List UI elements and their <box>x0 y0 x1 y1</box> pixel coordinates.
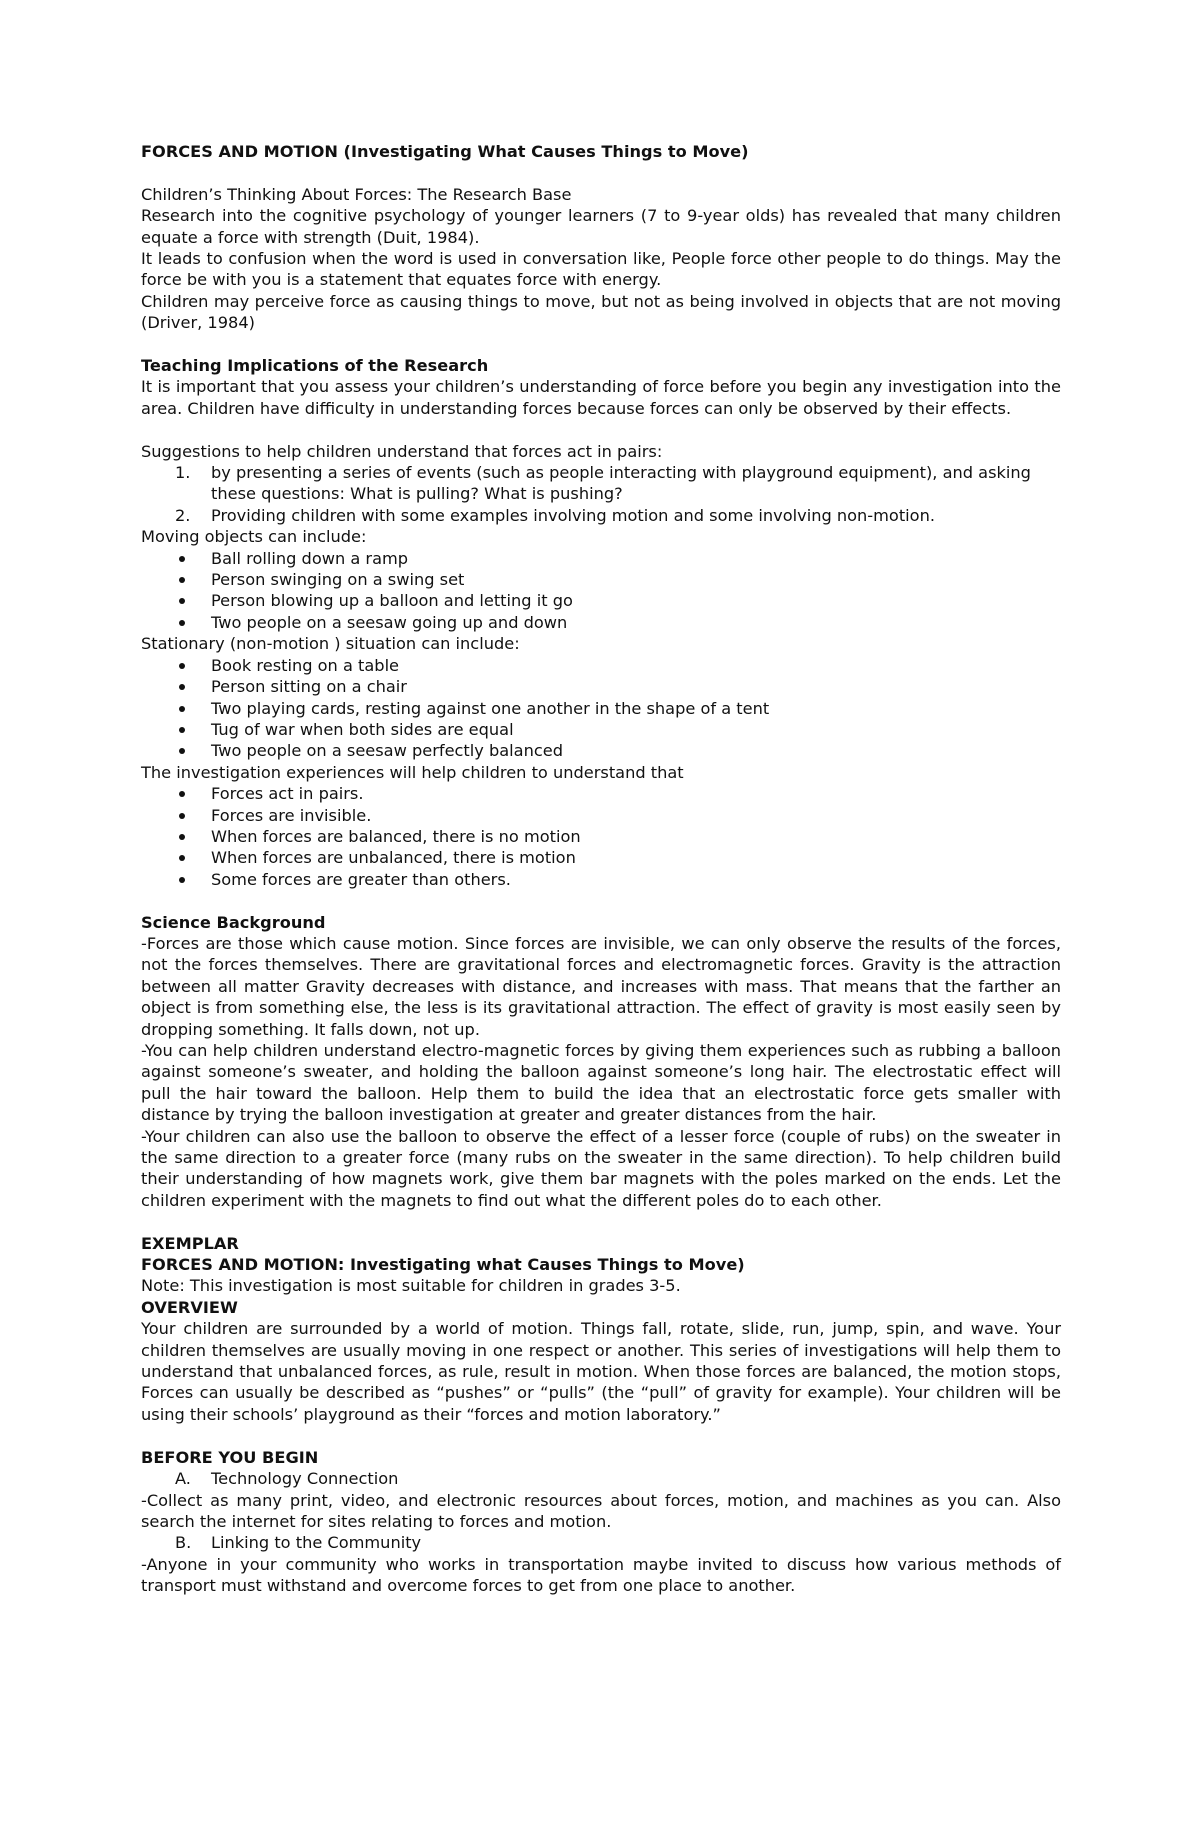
experiences-intro: The investigation experiences will help children to understand that <box>141 762 684 782</box>
science-heading: Science Background <box>141 912 326 932</box>
teaching-heading: Teaching Implications of the Research <box>141 356 489 376</box>
bullet-icon <box>179 783 185 797</box>
list-item: Ball rolling down a ramp <box>141 548 1061 569</box>
bullet-icon <box>179 590 185 604</box>
teaching-paragraph: It is important that you assess your children’s understanding of force before you begin any investigation into the area. Children have difficulty in understanding forces because forces can only be observed by their effects. <box>141 377 1061 418</box>
bullet-icon <box>179 569 185 583</box>
list-item: Two people on a seesaw going up and down <box>141 612 1061 633</box>
list-item: Some forces are greater than others. <box>141 869 1061 890</box>
list-item: Two people on a seesaw perfectly balanced <box>141 740 1061 761</box>
moving-intro: Moving objects can include: <box>141 527 367 547</box>
suggestions-list <box>141 462 1061 526</box>
bullet-icon <box>179 847 185 861</box>
exemplar-note: Note: This investigation is most suitable for children in grades 3-5. <box>141 1276 681 1296</box>
bullet-icon <box>179 655 185 669</box>
suggestions-intro: Suggestions to help children understand that forces act in pairs: <box>141 441 663 461</box>
exemplar-title: FORCES AND MOTION: Investigating what Causes Things to Move) <box>141 1255 745 1275</box>
bullet-icon <box>179 612 185 626</box>
list-item: 2. Providing children with some examples involving motion and some involving non-motion. <box>175 505 935 525</box>
before-list-b <box>141 1532 1061 1553</box>
science-paragraph-2: -You can help children understand electro-magnetic forces by giving them experiences such as rubbing a balloon against someone’s sweater, and holding the balloon against someone’s long hair. The electrostatic effect will pull the hair toward the balloon. Help them to build the idea that an electrostatic force gets smaller with distance by trying the balloon investigation at greater and greater distances from the hair. <box>141 1041 1061 1125</box>
list-item: Forces are invisible. <box>141 805 1061 826</box>
science-paragraph-1: -Forces are those which cause motion. Since forces are invisible, we can only observe the results of the forces, not the forces themselves. There are gravitational forces and electromagnetic forces. Gravity is the attraction between all matter Gravity decreases with distance, and increases with mass. That means that the farther an object is from something else, the less is its gravitational attraction. The effect of gravity is most easily seen by dropping something. It falls down, not up. <box>141 933 1061 1039</box>
research-paragraph-2: It leads to confusion when the word is used in conversation like, People force other people to do things. May the force be with you is a statement that equates force with energy. <box>141 249 1061 290</box>
stationary-intro: Stationary (non-motion ) situation can include: <box>141 634 520 654</box>
list-item: Person swinging on a swing set <box>141 569 1061 590</box>
before-list-a <box>141 1468 1061 1489</box>
exemplar-label: EXEMPLAR <box>141 1233 239 1253</box>
list-item: Person blowing up a balloon and letting it go <box>141 590 1061 611</box>
research-paragraph-3: Children may perceive force as causing things to move, but not as being involved in objects that are not moving (Driver, 1984) <box>141 291 1061 333</box>
research-paragraph-1: Research into the cognitive psychology of younger learners (7 to 9-year olds) has revealed that many children equate a force with strength (Duit, 1984). <box>141 206 1061 247</box>
bullet-icon <box>179 805 185 819</box>
bullet-icon <box>179 826 185 840</box>
overview-paragraph: Your children are surrounded by a world of motion. Things fall, rotate, slide, run, jump, spin, and wave. Your children themselves are usually moving in one respect or another. This series of investigations will help them to understand that unbalanced forces, as rule, result in motion. When those forces are balanced, the motion stops, Forces can usually be described as “pushes” or “pulls” (the “pull” of gravity for example). Your children will be using their schools’ playground as their “forces and motion laboratory.” <box>141 1319 1061 1424</box>
list-item: Person sitting on a chair <box>141 676 1061 697</box>
document-title: FORCES AND MOTION (Investigating What Causes Things to Move) <box>141 142 749 161</box>
bullet-icon <box>179 698 185 712</box>
before-heading: BEFORE YOU BEGIN <box>141 1447 319 1467</box>
community-paragraph: -Anyone in your community who works in transportation maybe invited to discuss how various methods of transport must withstand and overcome forces to get from one place to another. <box>141 1554 1061 1596</box>
bullet-icon <box>179 548 185 562</box>
list-item: Tug of war when both sides are equal <box>141 719 1061 740</box>
bullet-icon <box>179 719 185 733</box>
technology-paragraph: -Collect as many print, video, and electronic resources about forces, motion, and machines as you can. Also search the internet for sites relating to forces and motion. <box>141 1490 1061 1531</box>
overview-heading: OVERVIEW <box>141 1297 238 1317</box>
experiences-list <box>141 783 1061 890</box>
research-heading: Children’s Thinking About Forces: The Research Base <box>141 184 572 204</box>
list-item: When forces are unbalanced, there is motion <box>141 847 1061 868</box>
list-item: Two playing cards, resting against one another in the shape of a tent <box>141 698 1061 719</box>
list-item: Book resting on a table <box>141 655 1061 676</box>
document-page <box>141 141 1061 1597</box>
list-item: When forces are balanced, there is no motion <box>141 826 1061 847</box>
list-item: B. Linking to the Community <box>175 1533 422 1553</box>
bullet-icon <box>179 869 185 883</box>
list-item: 1. by presenting a series of events (such as people interacting with playground equipment), and asking these questions: What is pulling? What is pushing? <box>175 463 1031 504</box>
science-paragraph-3: -Your children can also use the balloon to observe the effect of a lesser force (couple of rubs) on the sweater in the same direction to a greater force (many rubs on the sweater in the same direction). To help children build their understanding of how magnets work, give them bar magnets with the poles marked on the ends. Let the children experiment with the magnets to find out what the different poles do to each other. <box>141 1126 1061 1210</box>
moving-list <box>141 548 1061 634</box>
bullet-icon <box>179 676 185 690</box>
bullet-icon <box>179 740 185 754</box>
list-item: A. Technology Connection <box>175 1469 399 1489</box>
list-item: Forces act in pairs. <box>141 783 1061 804</box>
stationary-list <box>141 655 1061 762</box>
